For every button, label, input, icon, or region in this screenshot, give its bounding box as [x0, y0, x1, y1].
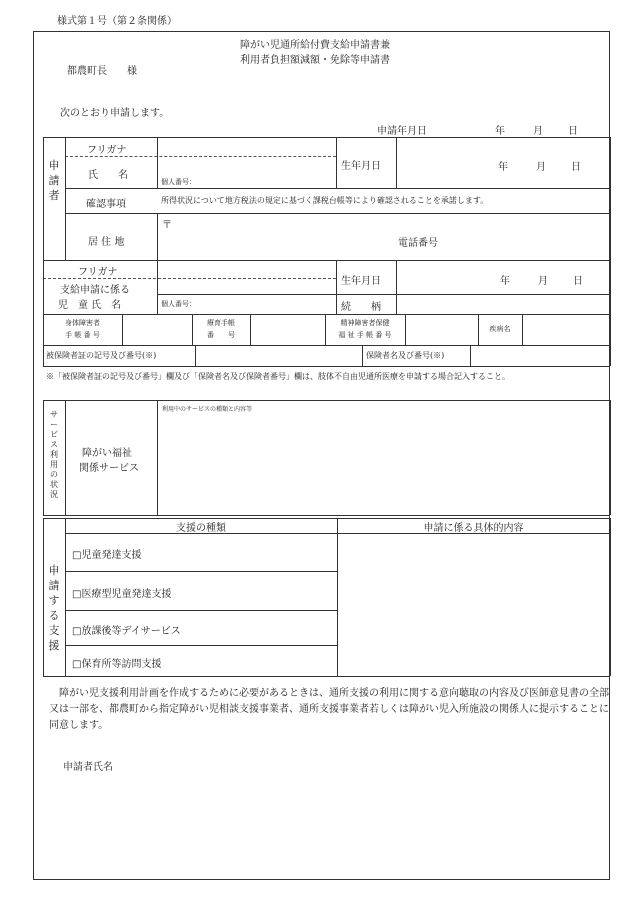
requested-support-section-label: 申請する支援: [48, 564, 60, 652]
applicant-birth-day: 日: [571, 162, 581, 173]
support-detail-header: 申請に係る具体的内容: [423, 523, 524, 534]
application-date-label: 申請年月日: [377, 126, 427, 137]
phone-label: 電話番号: [398, 238, 438, 249]
applicant-personal-number-label: 個人番号：: [161, 178, 196, 186]
child-furigana-label: フリガナ: [78, 267, 118, 278]
service-category-line1: 障がい福祉: [82, 448, 132, 459]
insurance-card-label: 被保険者証の記号及び番号(※): [46, 351, 157, 360]
applicant-birth-month: 月: [536, 162, 546, 173]
service-content-label: 利用中のサービスの種類と内容等: [162, 406, 253, 413]
confirm-text: 所得状況について地方税法の規定に基づく課税台帳等により確認されることを承諾します。: [161, 196, 489, 205]
ryoiku-cert-line2: 番 号: [207, 331, 235, 339]
addressee: 都農町長 様: [67, 66, 137, 77]
disease-label: 疾病名: [489, 325, 511, 333]
insurer-label: 保険者名及び番号(※): [366, 351, 445, 360]
consent-text: 障がい児支援利用計画を作成するために必要があるときは、通所支援の利用に関する意向聴取の内容及び医師意見書の全部又は一部を、都農町から指定障がい児相談支援事業者、通所支援事業者若しくは障がい児入所施設の関係人に提示することに同意します。: [49, 688, 609, 731]
support-option-medical-child-development[interactable]: □医療型児童発達支援: [72, 589, 172, 600]
applicant-name-label: 氏 名: [88, 170, 128, 181]
application-date-month: 月: [533, 126, 543, 137]
physical-cert-line2: 手 帳 番 号: [65, 331, 100, 339]
service-status-section-label: サービス利用の状況: [50, 410, 58, 499]
mental-cert-line2: 福 祉 手 帳 番 号: [338, 331, 392, 339]
applicant-section-label: 申請者: [48, 159, 60, 202]
ryoiku-cert-line1: 療育手帳: [207, 319, 235, 327]
form-title-line2: 利用者負担額減額・免除等申請書: [240, 55, 390, 66]
child-birth-month: 月: [538, 276, 548, 287]
confirm-label: 確認事項: [86, 199, 126, 210]
application-date-day: 日: [568, 126, 578, 137]
support-option-after-school-day-service[interactable]: □放課後等デイサービス: [72, 626, 181, 637]
applicant-birth-year: 年: [498, 162, 508, 173]
applicant-furigana-label: フリガナ: [87, 145, 127, 156]
child-birthdate-label: 生年月日: [341, 276, 381, 287]
insurance-note: ※「被保険者証の記号及び番号」欄及び「保険者名及び保険者番号」欄は、肢体不自由児通所医療を申請する場合記入すること。: [46, 372, 510, 381]
applicant-birthdate-label: 生年月日: [341, 161, 381, 172]
child-label-line1: 支給申請に係る: [60, 285, 130, 296]
form-title-line1: 障がい児通所給付費支給申請書兼: [240, 40, 390, 51]
physical-cert-line1: 身体障害者: [65, 319, 100, 327]
child-label-line2: 児 童 氏 名: [58, 300, 122, 311]
signature-label: 申請者氏名: [63, 762, 113, 773]
form-number: 様式第１号（第２条関係）: [57, 16, 177, 27]
intro-text: 次のとおり申請します。: [60, 108, 170, 119]
application-date-year: 年: [495, 126, 505, 137]
mental-cert-line1: 精神障害者保健: [340, 319, 390, 327]
child-birth-year: 年: [500, 276, 510, 287]
address-label: 居 住 地: [88, 237, 125, 248]
child-birth-day: 日: [573, 276, 583, 287]
support-option-child-development[interactable]: □児童発達支援: [72, 550, 142, 561]
relation-label: 続 柄: [341, 302, 381, 313]
service-category-line2: 関係サービス: [79, 463, 139, 474]
support-type-header: 支援の種類: [176, 523, 226, 534]
child-personal-number-label: 個人番号：: [161, 300, 196, 308]
support-option-nursery-visit[interactable]: □保育所等訪問支援: [72, 659, 162, 670]
postal-mark: 〒: [162, 220, 172, 231]
